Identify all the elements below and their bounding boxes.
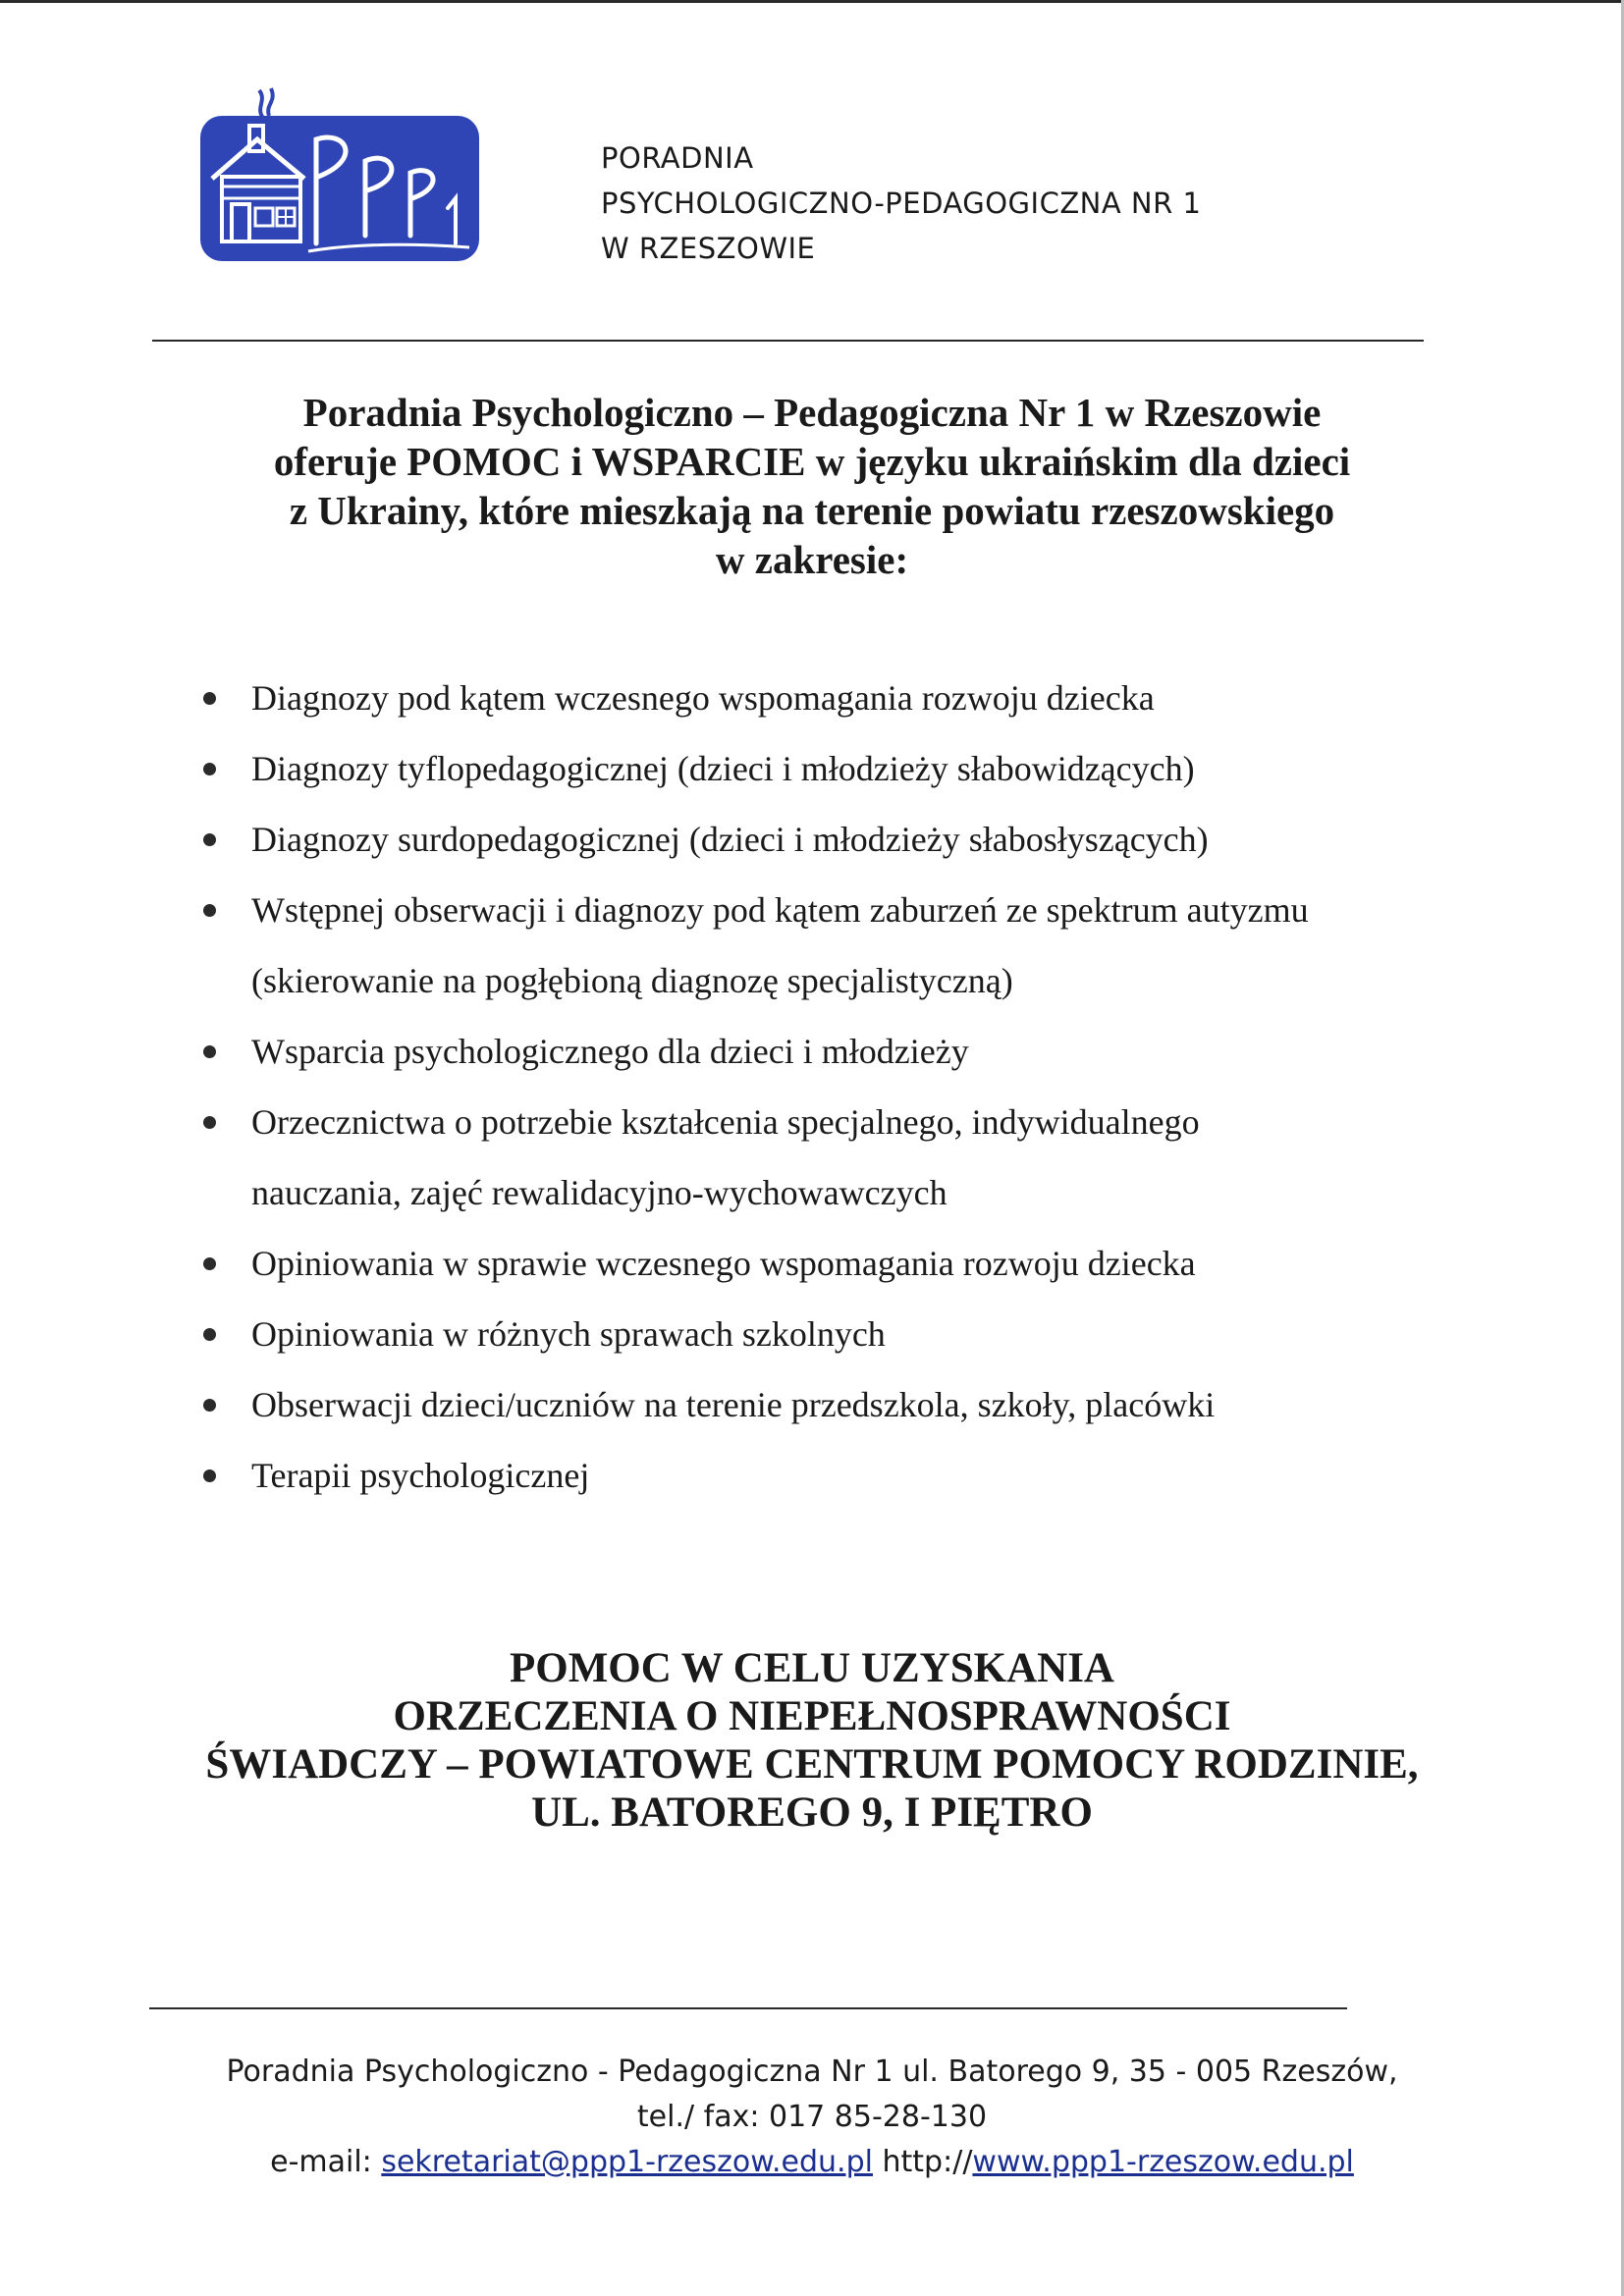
footer-address: Poradnia Psychologiczno - Pedagogiczna Nr 1 ul. Batorego 9, 35 - 005 Rzeszów, <box>226 2055 1398 2089</box>
list-item-text: Obserwacji dzieci/uczniów na terenie przedszkola, szkoły, placówki <box>251 1385 1216 1424</box>
services-list <box>200 663 1477 1511</box>
bullet-icon <box>203 692 216 705</box>
footer-contact-line <box>118 2140 1506 2185</box>
list-item-text: Diagnozy pod kątem wczesnego wspomagania rozwoju dziecka <box>251 678 1155 718</box>
list-item-text: Opiniowania w różnych sprawach szkolnych <box>251 1314 886 1354</box>
list-item-text-continued: (skierowanie na pogłębioną diagnozę specjalistyczną) <box>251 961 1013 1000</box>
web-label: http:// <box>882 2145 973 2179</box>
bullet-icon <box>203 1469 216 1482</box>
list-item <box>200 1016 1477 1087</box>
bullet-icon <box>203 1257 216 1270</box>
list-item-text: Terapii psychologicznej <box>251 1456 590 1495</box>
list-item-text: Wsparcia psychologicznego dla dzieci i młodzieży <box>251 1032 969 1071</box>
list-item <box>200 1228 1477 1299</box>
list-item-text-continued: nauczania, zajęć rewalidacyjno-wychowawczych <box>251 1173 947 1212</box>
email-label: e-mail: <box>270 2145 372 2179</box>
list-item-text: Opiniowania w sprawie wczesnego wspomagania rozwoju dziecka <box>251 1244 1196 1283</box>
list-item <box>200 1440 1477 1511</box>
footer-divider <box>149 2007 1347 2009</box>
notice-line: ŚWIADCZY – POWIATOWE CENTRUM POMOCY RODZINIE, <box>205 1741 1419 1788</box>
list-item <box>200 663 1477 733</box>
header-divider <box>152 340 1424 342</box>
list-item-text: Wstępnej obserwacji i diagnozy pod kątem zaburzeń ze spektrum autyzmu <box>251 890 1309 930</box>
intro-line: z Ukrainy, które mieszkają na terenie powiatu rzeszowskiego <box>289 488 1335 533</box>
list-item <box>200 875 1477 1016</box>
bullet-icon <box>203 833 216 846</box>
intro-line: w zakresie: <box>715 537 909 582</box>
bullet-icon <box>203 1045 216 1058</box>
list-item-text: Orzecznictwa o potrzebie kształcenia specjalnego, indywidualnego <box>251 1102 1200 1142</box>
scan-edge-top <box>0 0 1624 3</box>
disability-notice <box>118 1644 1506 1837</box>
list-item <box>200 1299 1477 1369</box>
intro-line: Poradnia Psychologiczno – Pedagogiczna Nr 1 w Rzeszowie <box>302 390 1322 435</box>
contact-footer <box>118 2050 1506 2185</box>
list-item <box>200 733 1477 804</box>
list-item <box>200 804 1477 875</box>
bullet-icon <box>203 904 216 917</box>
intro-heading <box>147 388 1477 584</box>
list-item <box>200 1369 1477 1440</box>
bullet-icon <box>203 1399 216 1412</box>
list-item-text: Diagnozy surdopedagogicznej (dzieci i młodzieży słabosłyszących) <box>251 820 1209 859</box>
institution-line: W RZESZOWIE <box>601 232 816 265</box>
bullet-icon <box>203 763 216 775</box>
footer-phone: tel./ fax: 017 85-28-130 <box>636 2100 988 2134</box>
notice-line: ORZECZENIA O NIEPEŁNOSPRAWNOŚCI <box>393 1693 1231 1739</box>
institution-line: PORADNIA <box>601 141 754 175</box>
institution-line: PSYCHOLOGICZNO-PEDAGOGICZNA NR 1 <box>601 187 1202 220</box>
list-item-text: Diagnozy tyflopedagogicznej (dzieci i młodzieży słabowidzących) <box>251 749 1195 788</box>
intro-line: oferuje POMOC i WSPARCIE w języku ukraińskim dla dzieci <box>273 439 1351 484</box>
list-item <box>200 1087 1477 1228</box>
notice-line: UL. BATOREGO 9, I PIĘTRO <box>531 1789 1093 1836</box>
ppp1-logo <box>198 79 481 263</box>
notice-line: POMOC W CELU UZYSKANIA <box>509 1645 1114 1691</box>
institution-name <box>601 135 1201 271</box>
bullet-icon <box>203 1116 216 1129</box>
email-link[interactable]: sekretariat@ppp1-rzeszow.edu.pl <box>381 2145 873 2179</box>
bullet-icon <box>203 1328 216 1341</box>
website-link[interactable]: www.ppp1-rzeszow.edu.pl <box>972 2145 1354 2179</box>
